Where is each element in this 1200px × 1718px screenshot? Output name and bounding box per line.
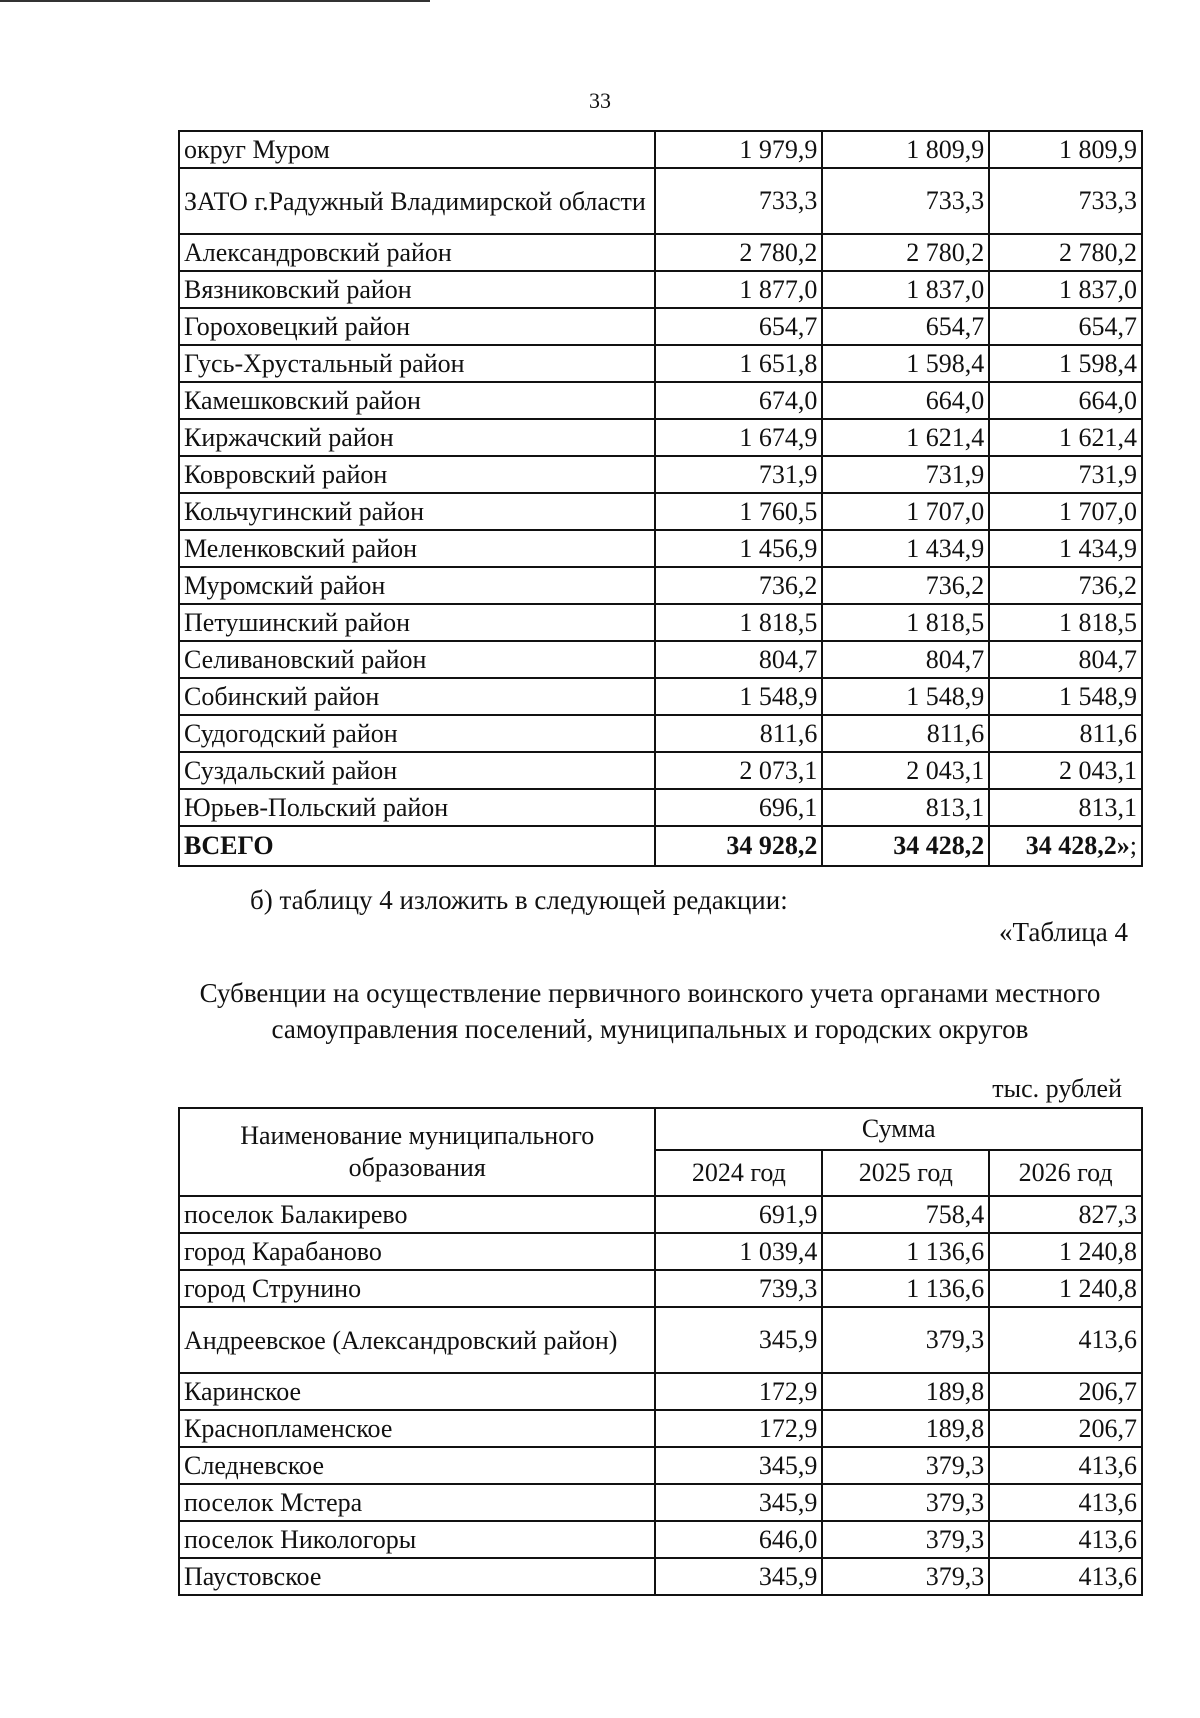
value-2025: 736,2 — [822, 567, 989, 604]
municipality-name: ЗАТО г.Радужный Владимирской области — [179, 168, 655, 234]
total-2025: 34 428,2 — [822, 826, 989, 866]
table-row — [179, 271, 1142, 308]
table-row — [179, 456, 1142, 493]
table-row — [179, 1521, 1142, 1558]
header-year-2024: 2024 год — [655, 1150, 822, 1196]
value-2025: 189,8 — [822, 1410, 989, 1447]
value-2024: 345,9 — [655, 1307, 822, 1373]
caption-line-2: самоуправления поселений, муниципальных и городских округов — [271, 1014, 1029, 1044]
municipality-name: Собинский район — [179, 678, 655, 715]
value-2026: 2 043,1 — [989, 752, 1142, 789]
municipality-name: Александровский район — [179, 234, 655, 271]
value-2025: 2 780,2 — [822, 234, 989, 271]
value-2026: 413,6 — [989, 1307, 1142, 1373]
value-2024: 172,9 — [655, 1373, 822, 1410]
value-2024: 1 979,9 — [655, 131, 822, 168]
table-row — [179, 1270, 1142, 1307]
value-2026: 664,0 — [989, 382, 1142, 419]
value-2026: 1 548,9 — [989, 678, 1142, 715]
table-row — [179, 168, 1142, 234]
total-2026: 34 428,2» — [1025, 831, 1130, 860]
value-2024: 696,1 — [655, 789, 822, 826]
value-2026: 804,7 — [989, 641, 1142, 678]
page-number: 33 — [589, 88, 611, 113]
municipality-name: Ковровский район — [179, 456, 655, 493]
value-2026: 654,7 — [989, 308, 1142, 345]
value-2026: 1 598,4 — [989, 345, 1142, 382]
value-2025: 804,7 — [822, 641, 989, 678]
table-row — [179, 1373, 1142, 1410]
value-2026: 811,6 — [989, 715, 1142, 752]
settlement-name: поселок Мстера — [179, 1484, 655, 1521]
value-2024: 345,9 — [655, 1484, 822, 1521]
value-2026: 2 780,2 — [989, 234, 1142, 271]
value-2025: 731,9 — [822, 456, 989, 493]
subsidy-table-continued — [178, 130, 1143, 867]
settlement-name: Андреевское (Александровский район) — [179, 1307, 655, 1373]
value-2024: 739,3 — [655, 1270, 822, 1307]
value-2026: 1 240,8 — [989, 1270, 1142, 1307]
value-2026: 1 707,0 — [989, 493, 1142, 530]
header-row-top — [179, 1108, 1142, 1150]
value-2025: 1 136,6 — [822, 1270, 989, 1307]
value-2025: 813,1 — [822, 789, 989, 826]
table-row — [179, 1447, 1142, 1484]
value-2026: 206,7 — [989, 1410, 1142, 1447]
value-2024: 1 651,8 — [655, 345, 822, 382]
value-2025: 1 707,0 — [822, 493, 989, 530]
value-2024: 1 039,4 — [655, 1233, 822, 1270]
table-row — [179, 530, 1142, 567]
table-row — [179, 641, 1142, 678]
value-2026: 413,6 — [989, 1558, 1142, 1595]
settlement-name: Паустовское — [179, 1558, 655, 1595]
municipality-name: Суздальский район — [179, 752, 655, 789]
value-2025: 1 548,9 — [822, 678, 989, 715]
municipality-name: округ Муром — [179, 131, 655, 168]
value-2024: 691,9 — [655, 1196, 822, 1233]
value-2024: 2 073,1 — [655, 752, 822, 789]
total-2026-cell — [989, 826, 1142, 866]
table-row — [179, 1196, 1142, 1233]
municipality-name: Юрьев-Польский район — [179, 789, 655, 826]
municipality-name: Меленковский район — [179, 530, 655, 567]
value-2026: 1 434,9 — [989, 530, 1142, 567]
amendment-instruction: б) таблицу 4 изложить в следующей редакции: — [250, 885, 788, 915]
table-row — [179, 419, 1142, 456]
settlement-name: Каринское — [179, 1373, 655, 1410]
value-2026: 827,3 — [989, 1196, 1142, 1233]
value-2024: 172,9 — [655, 1410, 822, 1447]
header-sum: Сумма — [655, 1108, 1142, 1150]
value-2025: 1 809,9 — [822, 131, 989, 168]
value-2024: 674,0 — [655, 382, 822, 419]
value-2024: 1 456,9 — [655, 530, 822, 567]
municipality-name: Кольчугинский район — [179, 493, 655, 530]
settlement-name: Следневское — [179, 1447, 655, 1484]
value-2024: 646,0 — [655, 1521, 822, 1558]
table-row — [179, 308, 1142, 345]
value-2025: 379,3 — [822, 1307, 989, 1373]
value-2024: 345,9 — [655, 1558, 822, 1595]
value-2025: 2 043,1 — [822, 752, 989, 789]
value-2024: 654,7 — [655, 308, 822, 345]
municipality-name: Вязниковский район — [179, 271, 655, 308]
value-2025: 1 598,4 — [822, 345, 989, 382]
header-year-2026: 2026 год — [989, 1150, 1142, 1196]
scan-top-rule — [0, 0, 430, 2]
table-row — [179, 1307, 1142, 1373]
table-caption — [150, 975, 1150, 1047]
value-2026: 731,9 — [989, 456, 1142, 493]
value-2026: 1 240,8 — [989, 1233, 1142, 1270]
settlement-name: поселок Никологоры — [179, 1521, 655, 1558]
value-2026: 413,6 — [989, 1521, 1142, 1558]
value-2025: 379,3 — [822, 1521, 989, 1558]
value-2024: 1 548,9 — [655, 678, 822, 715]
value-2025: 654,7 — [822, 308, 989, 345]
table-row — [179, 1410, 1142, 1447]
settlement-name: поселок Балакирево — [179, 1196, 655, 1233]
value-2024: 811,6 — [655, 715, 822, 752]
table-row — [179, 1484, 1142, 1521]
value-2024: 2 780,2 — [655, 234, 822, 271]
header-year-2025: 2025 год — [822, 1150, 989, 1196]
table-row — [179, 493, 1142, 530]
table-row — [179, 715, 1142, 752]
value-2024: 731,9 — [655, 456, 822, 493]
value-2026: 1 837,0 — [989, 271, 1142, 308]
header-municipality: Наименование муниципального образования — [179, 1108, 655, 1196]
value-2026: 413,6 — [989, 1447, 1142, 1484]
value-2026: 733,3 — [989, 168, 1142, 234]
table-row — [179, 382, 1142, 419]
value-2024: 345,9 — [655, 1447, 822, 1484]
value-2025: 379,3 — [822, 1447, 989, 1484]
table-row — [179, 789, 1142, 826]
settlement-name: город Карабаново — [179, 1233, 655, 1270]
table-row — [179, 131, 1142, 168]
value-2026: 206,7 — [989, 1373, 1142, 1410]
value-2026: 413,6 — [989, 1484, 1142, 1521]
total-suffix: ; — [1129, 831, 1137, 860]
caption-line-1: Субвенции на осуществление первичного воинского учета органами местного — [199, 978, 1101, 1008]
table-row — [179, 567, 1142, 604]
value-2024: 1 760,5 — [655, 493, 822, 530]
units-label: тыс. рублей — [992, 1074, 1122, 1103]
municipality-name: Камешковский район — [179, 382, 655, 419]
table-row — [179, 1233, 1142, 1270]
settlement-name: Краснопламенское — [179, 1410, 655, 1447]
table-row — [179, 1558, 1142, 1595]
value-2024: 733,3 — [655, 168, 822, 234]
table-row — [179, 345, 1142, 382]
municipality-name: Судогодский район — [179, 715, 655, 752]
value-2025: 379,3 — [822, 1484, 989, 1521]
municipality-name: Селивановский район — [179, 641, 655, 678]
value-2026: 1 809,9 — [989, 131, 1142, 168]
total-label: ВСЕГО — [179, 826, 655, 866]
value-2026: 736,2 — [989, 567, 1142, 604]
military-registration-subvention-table — [178, 1107, 1143, 1596]
municipality-name: Киржачский район — [179, 419, 655, 456]
value-2024: 1 818,5 — [655, 604, 822, 641]
municipality-name: Муромский район — [179, 567, 655, 604]
municipality-name: Гороховецкий район — [179, 308, 655, 345]
value-2026: 813,1 — [989, 789, 1142, 826]
value-2024: 804,7 — [655, 641, 822, 678]
value-2024: 736,2 — [655, 567, 822, 604]
value-2024: 1 877,0 — [655, 271, 822, 308]
value-2025: 189,8 — [822, 1373, 989, 1410]
value-2025: 664,0 — [822, 382, 989, 419]
value-2025: 811,6 — [822, 715, 989, 752]
table-row — [179, 752, 1142, 789]
value-2025: 379,3 — [822, 1558, 989, 1595]
value-2025: 1 434,9 — [822, 530, 989, 567]
settlement-name: город Струнино — [179, 1270, 655, 1307]
municipality-name: Петушинский район — [179, 604, 655, 641]
total-2024: 34 928,2 — [655, 826, 822, 866]
table-row — [179, 234, 1142, 271]
total-row — [179, 826, 1142, 866]
value-2025: 1 818,5 — [822, 604, 989, 641]
value-2025: 1 837,0 — [822, 271, 989, 308]
table-row — [179, 678, 1142, 715]
value-2025: 1 136,6 — [822, 1233, 989, 1270]
value-2025: 733,3 — [822, 168, 989, 234]
value-2025: 1 621,4 — [822, 419, 989, 456]
table-row — [179, 604, 1142, 641]
value-2026: 1 818,5 — [989, 604, 1142, 641]
value-2025: 758,4 — [822, 1196, 989, 1233]
municipality-name: Гусь-Хрустальный район — [179, 345, 655, 382]
table-reference: «Таблица 4 — [999, 917, 1128, 947]
value-2026: 1 621,4 — [989, 419, 1142, 456]
value-2024: 1 674,9 — [655, 419, 822, 456]
